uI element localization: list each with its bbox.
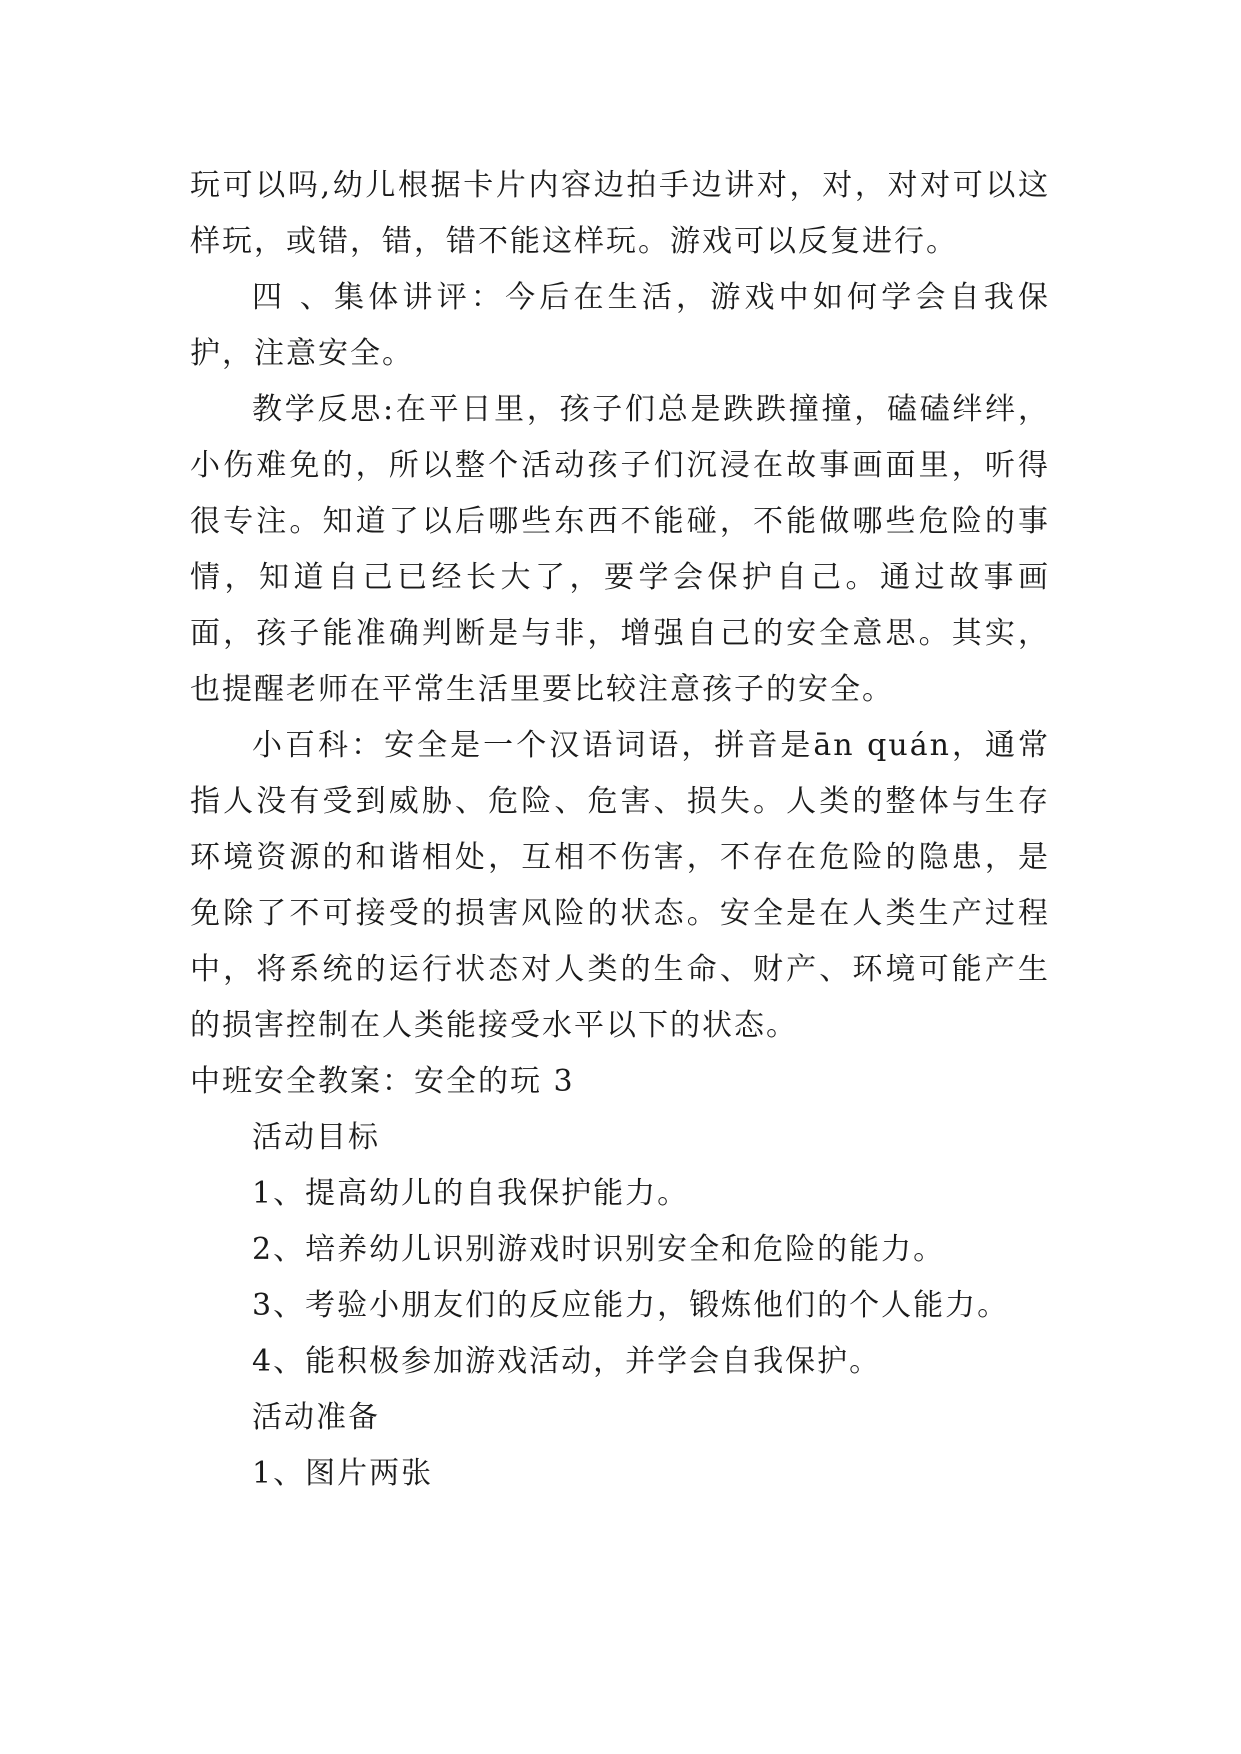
goal-item: 4、能积极参加游戏活动，并学会自我保护。 (252, 1344, 882, 1379)
document-body (190, 158, 1050, 1502)
paragraph-game-rules: 玩可以吗,幼儿根据卡片内容边拍手边讲对，对，对对可以这样玩，或错，错，错不能这样玩。游戏可以反复进行。 (190, 168, 1050, 259)
goals-heading: 活动目标 (252, 1120, 380, 1155)
paragraph-encyclopedia: 小百科：安全是一个汉语词语，拼音是ān quán，通常指人没有受到威胁、危险、危害、损失。人类的整体与生存环境资源的和谐相处，互相不伤害，不存在危险的隐患，是免除了不可接受的损害风险的状态。安全是在人类生产过程中，将系统的运行状态对人类的生命、财产、环境可能产生的损害控制在人类能接受水平以下的状态。 (190, 728, 1050, 1043)
prep-item: 1、图片两张 (252, 1456, 434, 1491)
section-title: 中班安全教案：安全的玩 3 (190, 1064, 575, 1099)
goal-item: 1、提高幼儿的自我保护能力。 (252, 1176, 690, 1211)
goal-item: 3、考验小朋友们的反应能力，锻炼他们的个人能力。 (252, 1288, 1010, 1323)
goal-item: 2、培养幼儿识别游戏时识别安全和危险的能力。 (252, 1232, 946, 1267)
prep-heading: 活动准备 (252, 1400, 380, 1435)
paragraph-teaching-reflection: 教学反思:在平日里，孩子们总是跌跌撞撞，磕磕绊绊，小伤难免的，所以整个活动孩子们沉浸在故事画面里，听得很专注。知道了以后哪些东西不能碰，不能做哪些危险的事情，知道自己已经长大了，要学会保护自己。通过故事画面，孩子能准确判断是与非，增强自己的安全意思。其实，也提醒老师在平常生活里要比较注意孩子的安全。 (190, 392, 1050, 707)
paragraph-group-review: 四 、集体讲评：今后在生活，游戏中如何学会自我保护，注意安全。 (190, 280, 1050, 371)
